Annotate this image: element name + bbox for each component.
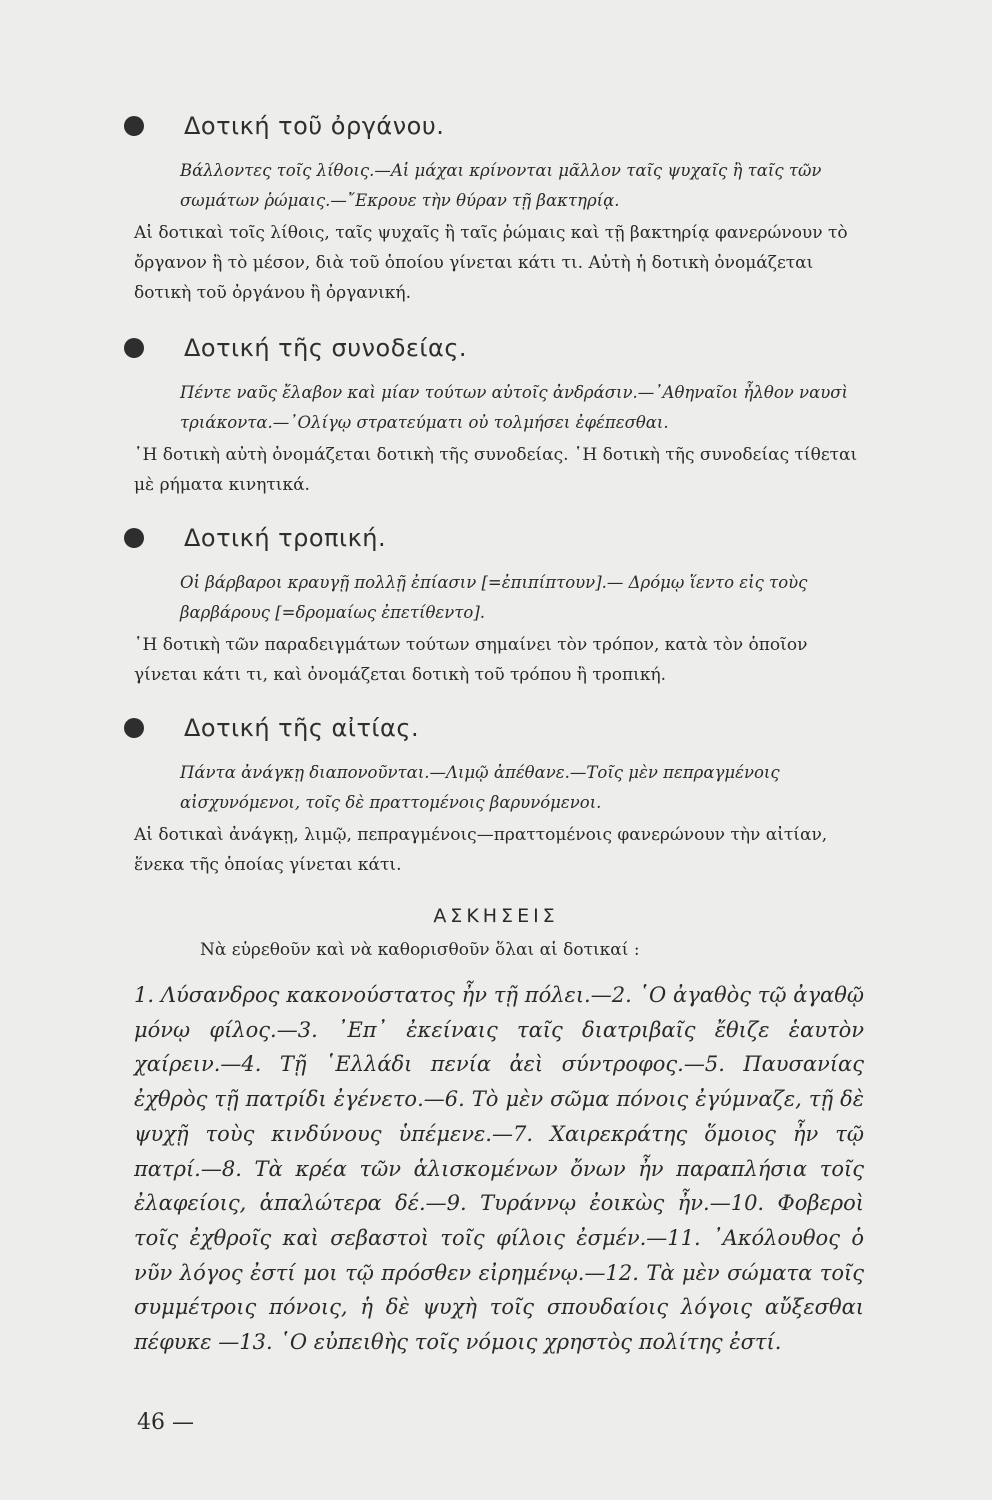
section-title: Δοτική τοῦ ὀργάνου. bbox=[184, 112, 445, 140]
section-explanation: Αἱ δοτικαὶ ἀνάγκῃ, λιμῷ, πεπραγμένοις—πραττομένοις φανερώνουν τὴν αἰτίαν, ἕνεκα τῆς ὁποίας γίνεται κάτι. bbox=[134, 825, 828, 875]
section-heading bbox=[120, 524, 870, 552]
section-title: Δοτική τῆς αἰτίας. bbox=[184, 714, 420, 742]
section-heading bbox=[120, 334, 870, 362]
page-number: 46 — bbox=[137, 1410, 194, 1435]
section-examples: Πέντε ναῦς ἔλαβον καὶ μίαν τούτων αὐτοῖς ἀνδράσιν.—᾿Αθηναῖοι ἦλθον ναυσὶ τριάκοντα.—᾿Ολίγῳ στρατεύματι οὐ τολμήσει ἐφέπεσθαι. bbox=[180, 383, 848, 432]
bullet-icon bbox=[124, 116, 144, 136]
section-explanation: ῾Η δοτικὴ τῶν παραδειγμάτων τούτων σημαίνει τὸν τρόπον, κατὰ τὸν ὁποῖον γίνεται κάτι τι, καὶ ὀνομάζεται δοτικὴ τοῦ τρόπου ἢ τροπική. bbox=[134, 635, 808, 685]
section-examples: Βάλλοντες τοῖς λίθοις.—Αἱ μάχαι κρίνονται μᾶλλον ταῖς ψυχαῖς ἢ ταῖς τῶν σωμάτων ῥώμαις.—῎Εκρουε τὴν θύραν τῇ βακτηρίᾳ. bbox=[180, 161, 822, 210]
section-instrumental-dative bbox=[120, 112, 870, 308]
exercises-instruction: Νὰ εὑρεθοῦν καὶ νὰ καθορισθοῦν ὅλαι αἱ δοτικαί : bbox=[200, 940, 640, 960]
section-title: Δοτική τῆς συνοδείας. bbox=[184, 334, 468, 362]
section-manner-dative bbox=[120, 524, 870, 690]
section-title: Δοτική τροπική. bbox=[184, 524, 387, 552]
section-accompaniment-dative bbox=[120, 334, 870, 500]
section-heading bbox=[120, 112, 870, 140]
section-explanation: ῾Η δοτικὴ αὐτὴ ὀνομάζεται δοτικὴ τῆς συνοδείας. ῾Η δοτικὴ τῆς συνοδείας τίθεται μὲ ρήματα κινητικά. bbox=[134, 445, 858, 495]
section-cause-dative bbox=[120, 714, 870, 880]
section-examples: Οἱ βάρβαροι κραυγῇ πολλῇ ἐπίασιν [=ἐπιπίπτουν].— Δρόμῳ ἵεντο εἰς τοὺς βαρβάρους [=δρομαίως ἐπετίθεντο]. bbox=[180, 573, 808, 622]
exercises-title: ΑΣΚΗΣΕΙΣ bbox=[433, 905, 559, 927]
exercises-text: 1. Λύσανδρος κακονούστατος ἦν τῇ πόλει.—2. ῾Ο ἀγαθὸς τῷ ἀγαθῷ μόνῳ φίλος.—3. ᾿Επ᾿ ἐκείναις ταῖς διατριβαῖς ἔθιζε ἑαυτὸν χαίρειν.—4. Τῇ ῾Ελλάδι πενία ἀεὶ σύντροφος.—5. Παυσανίας ἐχθρὸς τῇ πατρίδι ἐγένετο.—6. Τὸ μὲν σῶμα πόνοις ἐγύμναζε, τῇ δὲ ψυχῇ τοὺς κινδύνους ὑπέμενε.—7. Χαιρεκράτης ὅμοιος ἦν τῷ πατρί.—8. Τὰ κρέα τῶν ἁλισκομένων ὄνων ἦν παραπλήσια τοῖς ἐλαφείοις, ἁπαλώτερα δέ.—9. Τυράννῳ ἐοικὼς ἦν.—10. Φοβεροὶ τοῖς ἐχθροῖς καὶ σεβαστοὶ τοῖς φίλοις ἐσμέν.—11. ᾿Ακόλουθος ὁ νῦν λόγος ἐστί μοι τῷ πρόσθεν εἰρημένῳ.—12. Τὰ μὲν σώματα τοῖς συμμέτροις πόνοις, ἡ δὲ ψυχὴ τοῖς σπουδαίοις λόγοις αὔξεσθαι πέφυκε —13. ῾Ο εὐπειθὴς τοῖς νόμοις χρηστὸς πολίτης ἐστί. bbox=[134, 983, 864, 1355]
bullet-icon bbox=[124, 528, 144, 548]
bullet-icon bbox=[124, 718, 144, 738]
section-explanation: Αἱ δοτικαὶ τοῖς λίθοις, ταῖς ψυχαῖς ἢ ταῖς ῥώμαις καὶ τῇ βακτηρίᾳ φανερώνουν τὸ ὄργανον ἢ τὸ μέσον, διὰ τοῦ ὁποίου γίνεται κάτι τι. Αὐτὴ ἡ δοτικὴ ὀνομάζεται δοτικὴ τοῦ ὀργάνου ἢ ὀργανική. bbox=[134, 223, 848, 303]
bullet-icon bbox=[124, 338, 144, 358]
section-examples: Πάντα ἀνάγκῃ διαπονοῦνται.—Λιμῷ ἀπέθανε.—Τοῖς μὲν πεπραγμένοις αἰσχυνόμενοι, τοῖς δὲ πραττομένοις βαρυνόμενοι. bbox=[180, 763, 780, 812]
section-heading bbox=[120, 714, 870, 742]
